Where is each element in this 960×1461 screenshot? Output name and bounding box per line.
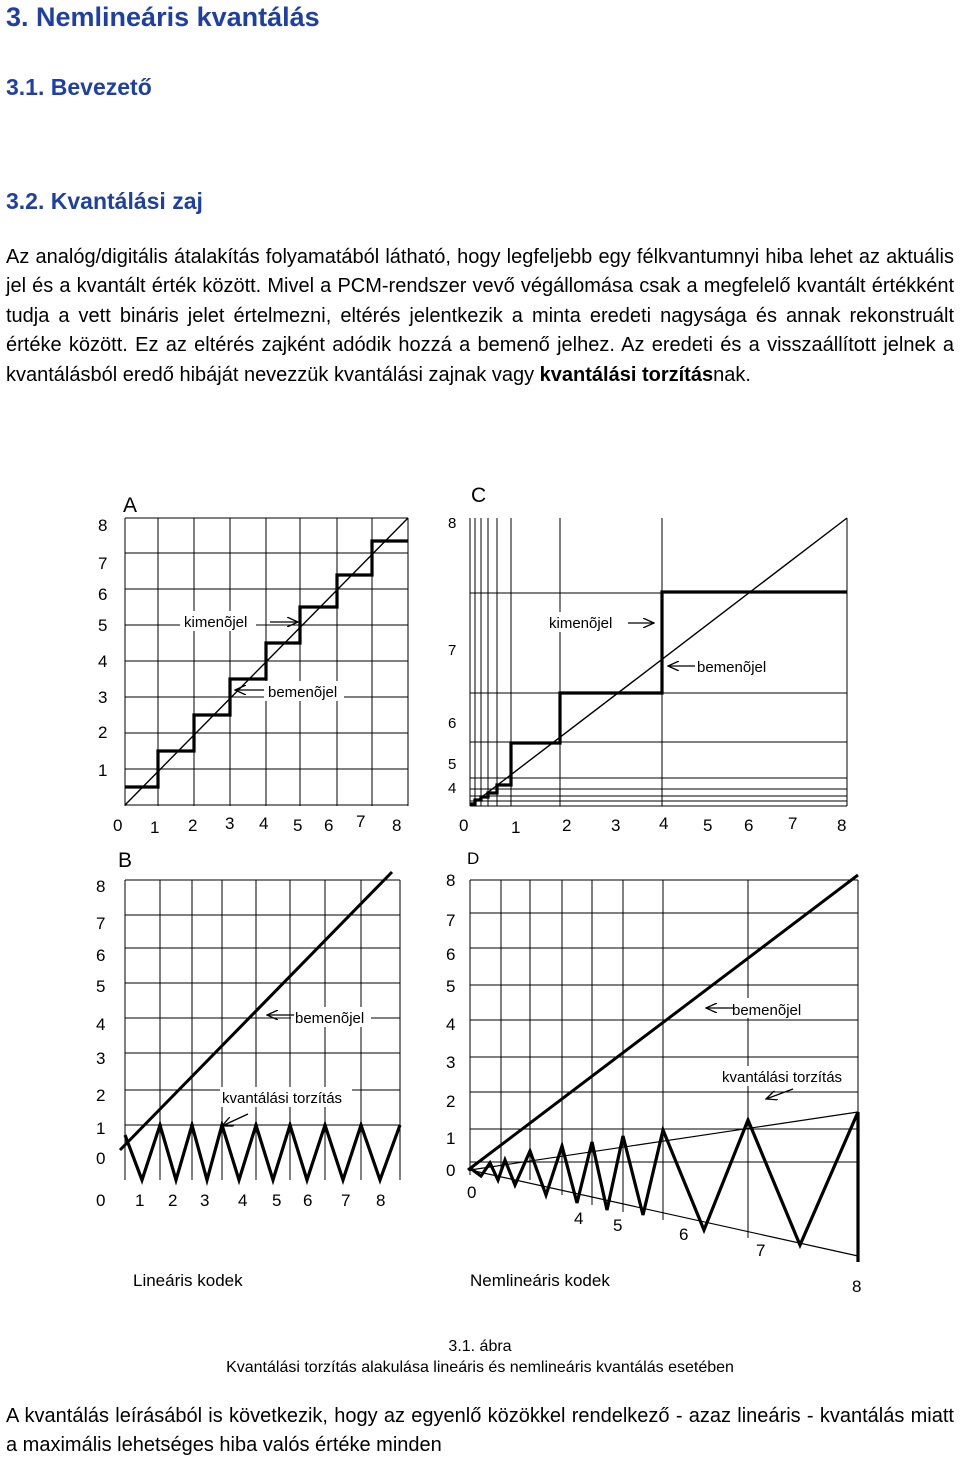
closing-paragraph: A kvantálás leírásából is következik, hogy az egyenlő közökkel rendelkező - azaz lineáris - kvantálás miatt a maximális lehetséges hiba valós értéke minden [6,1405,954,1457]
svg-text:1: 1 [511,818,521,837]
svg-text:1: 1 [446,1129,456,1148]
svg-text:2: 2 [168,1191,178,1210]
panel-a-x-ticks [113,812,401,837]
svg-text:0: 0 [96,1191,106,1210]
svg-text:4: 4 [238,1191,248,1210]
svg-text:0: 0 [446,1161,456,1180]
svg-text:5: 5 [272,1191,282,1210]
svg-text:7: 7 [356,812,366,831]
svg-text:3: 3 [96,1049,106,1068]
svg-text:2: 2 [98,723,108,742]
figure-caption-number: 3.1. ábra [448,1338,512,1355]
panel-c-output-staircase [470,592,847,804]
svg-text:7: 7 [788,814,798,833]
svg-text:3: 3 [225,814,235,833]
svg-text:6: 6 [446,945,456,964]
intro-paragraph [6,243,954,390]
svg-text:7: 7 [756,1241,766,1260]
svg-text:6: 6 [324,816,334,835]
svg-text:5: 5 [98,616,108,635]
panel-a [98,494,408,837]
svg-text:1: 1 [98,761,108,780]
svg-text:8: 8 [446,871,456,890]
svg-text:8: 8 [376,1191,386,1210]
svg-text:5: 5 [703,816,713,835]
panel-c-input-line [470,518,847,806]
paragraph-text-start: Az analóg/digitális átalakítás folyamatából látható, hogy legfeljebb egy félkvantumnyi hiba lehet az aktuális jel és a kvantált érték között. Mivel a PCM-rendszer vevő végállomása csak a megfelelő kvantált értékként tudja a vett bináris jelet értelmezni, eltérés jelentkezik a minta eredeti nagysága és annak rekonstruált értéke között. Ez az eltérés zajként adódik hozzá a bemenő jelhez. Az eredeti és a visszaállított jelnek a kvantálásból eredő hibáját nevezzük kvantálási zajnak vagy [6,246,954,386]
svg-text:1: 1 [135,1191,145,1210]
svg-text:7: 7 [446,911,456,930]
panel-b [96,849,400,1290]
svg-text:5: 5 [613,1216,623,1235]
svg-text:6: 6 [303,1191,313,1210]
svg-text:2: 2 [446,1092,456,1111]
chapter-heading: 3. Nemlineáris kvantálás [6,2,320,32]
svg-text:2: 2 [188,816,198,835]
quantization-figure [0,470,960,1390]
bold-term: kvantálási torzítás [539,363,714,386]
svg-text:6: 6 [448,715,457,732]
panel-b-input-label: bemenõjel [295,1010,365,1027]
panel-d-letter: D [467,849,480,868]
panel-a-y-ticks [98,516,107,780]
svg-text:6: 6 [96,946,106,965]
panel-d-upper-envelope [470,1112,858,1170]
svg-text:4: 4 [96,1015,106,1034]
panel-a-output-label: kimenõjel [184,614,248,631]
paragraph-text-end: nak. [713,363,751,386]
svg-text:3: 3 [98,688,108,707]
svg-text:3: 3 [200,1191,210,1210]
section-heading-intro: 3.1. Bevezető [6,74,152,100]
panel-b-x-ticks [96,1191,385,1210]
svg-text:8: 8 [392,816,402,835]
svg-text:5: 5 [446,977,456,996]
panel-b-y-ticks [96,877,105,1168]
svg-text:0: 0 [113,816,123,835]
panel-c-x-ticks [459,814,846,837]
svg-text:4: 4 [98,652,108,671]
svg-text:7: 7 [341,1191,351,1210]
panel-d-y-ticks [446,871,455,1180]
panel-c-letter: C [471,484,487,507]
nonlinear-codec-label: Nemlineáris kodek [470,1271,610,1290]
linear-codec-label: Lineáris kodek [133,1271,243,1290]
svg-text:3: 3 [446,1053,456,1072]
panel-b-distortion-label: kvantálási torzítás [222,1090,343,1107]
svg-text:3: 3 [611,816,621,835]
panel-b-error-sawtooth [125,1125,400,1180]
panel-d [446,849,861,1296]
svg-text:2: 2 [96,1086,106,1105]
svg-text:0: 0 [96,1149,106,1168]
figure-caption-text: Kvantálási torzítás alakulása lineáris és nemlineáris kvantálás esetében [226,1359,734,1376]
panel-a-input-label: bemenõjel [268,684,338,701]
svg-text:8: 8 [448,515,457,532]
panel-c-input-label: bemenõjel [697,659,767,676]
svg-text:7: 7 [448,642,457,659]
svg-text:5: 5 [293,816,303,835]
svg-text:2: 2 [562,816,572,835]
svg-text:1: 1 [96,1119,106,1138]
svg-text:6: 6 [679,1225,689,1244]
svg-text:8: 8 [96,877,106,896]
svg-text:4: 4 [446,1015,456,1034]
svg-text:5: 5 [448,756,457,773]
svg-text:4: 4 [659,814,669,833]
svg-text:0: 0 [459,816,469,835]
svg-text:0: 0 [467,1183,477,1202]
svg-text:4: 4 [259,814,269,833]
panel-c [448,484,847,837]
panel-c-output-label: kimenõjel [549,615,613,632]
panel-c-y-ticks [448,515,456,797]
svg-text:4: 4 [574,1209,584,1228]
panel-b-letter: B [118,849,133,872]
svg-text:8: 8 [98,516,108,535]
svg-text:1: 1 [150,818,160,837]
svg-text:8: 8 [852,1277,862,1296]
panel-d-input-label: bemenõjel [732,1002,802,1019]
svg-text:6: 6 [744,816,754,835]
svg-text:7: 7 [98,554,108,573]
panel-a-letter: A [123,494,138,517]
panel-d-error-sawtooth [470,1112,858,1262]
panel-d-distortion-label: kvantálási torzítás [722,1069,843,1086]
svg-text:8: 8 [837,816,847,835]
svg-text:7: 7 [96,914,106,933]
svg-text:5: 5 [96,977,106,996]
section-heading-quantization-noise: 3.2. Kvantálási zaj [6,188,203,214]
svg-text:6: 6 [98,585,108,604]
svg-text:4: 4 [448,780,457,797]
